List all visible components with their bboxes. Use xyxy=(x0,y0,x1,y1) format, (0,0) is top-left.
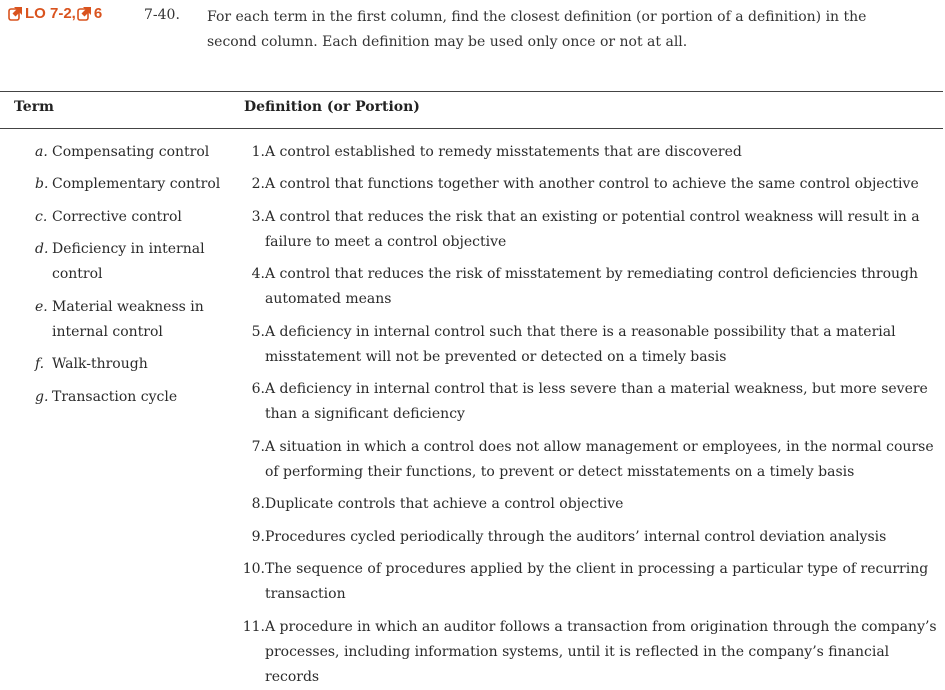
term-text: Complementary control xyxy=(52,176,221,192)
definition-number: 1. xyxy=(251,144,265,160)
definition-text: A control that functions together with another control to achieve the same control objective xyxy=(265,176,919,192)
term-letter: d. xyxy=(35,241,49,257)
lo-link-6[interactable]: 6 xyxy=(93,5,103,22)
problem-number: 7-40. xyxy=(144,7,180,23)
definition-text: A control established to remedy misstatements that are discovered xyxy=(265,144,742,160)
term-item xyxy=(35,172,225,197)
table-header-rule xyxy=(0,128,943,129)
term-item xyxy=(35,295,225,345)
definition-item xyxy=(242,492,937,517)
definition-text: Procedures cycled periodically through the auditors’ internal control deviation analysis xyxy=(265,529,887,545)
definition-item xyxy=(242,140,937,165)
definition-text: A deficiency in internal control such that there is a reasonable possibility that a material misstatement will not be prevented or detected on a timely basis xyxy=(265,324,896,365)
external-link-icon xyxy=(8,6,23,21)
definition-number: 11. xyxy=(242,619,265,635)
definition-text: A deficiency in internal control that is less severe than a material weakness, but more severe than a significant deficiency xyxy=(265,381,928,422)
instructions-text: For each term in the first column, find the closest definition (or portion of a definition) in the second column. Each definition may be used only once or not at all. xyxy=(207,9,867,50)
term-item xyxy=(35,205,225,230)
definition-number: 6. xyxy=(251,381,265,397)
term-text: Transaction cycle xyxy=(52,389,178,405)
term-item xyxy=(35,385,225,410)
definition-number: 2. xyxy=(251,176,265,192)
definition-text: A situation in which a control does not allow management or employees, in the normal course of performing their functions, to prevent or detect misstatements on a timely basis xyxy=(265,439,934,480)
definition-column-header: Definition (or Portion) xyxy=(244,99,420,115)
definition-text: A control that reduces the risk of misstatement by remediating control deficiencies through automated means xyxy=(265,266,919,307)
term-item xyxy=(35,352,225,377)
definition-item xyxy=(242,377,937,427)
definition-number: 8. xyxy=(251,496,265,512)
definition-text: Duplicate controls that achieve a control objective xyxy=(265,496,624,512)
definition-item xyxy=(242,557,937,607)
definition-item xyxy=(242,435,937,485)
term-letter: b. xyxy=(35,176,49,192)
external-link-icon xyxy=(77,6,92,21)
definition-number: 7. xyxy=(251,439,265,455)
term-letter: g. xyxy=(35,389,49,405)
term-column-header: Term xyxy=(14,99,54,115)
term-letter: c. xyxy=(35,209,48,225)
term-item xyxy=(35,237,225,287)
definition-item xyxy=(242,320,937,370)
term-text: Deficiency in internal control xyxy=(52,241,205,282)
definition-number: 5. xyxy=(251,324,265,340)
definition-item xyxy=(242,615,937,690)
definition-item xyxy=(242,525,937,550)
lo-link-7-2[interactable]: LO 7-2, xyxy=(25,5,76,22)
term-list xyxy=(35,140,225,418)
definition-item xyxy=(242,262,937,312)
term-letter: e. xyxy=(35,299,48,315)
term-letter: a. xyxy=(35,144,48,160)
term-text: Corrective control xyxy=(52,209,182,225)
definition-number: 10. xyxy=(242,561,265,577)
definition-number: 4. xyxy=(251,266,265,282)
table-top-rule xyxy=(0,91,943,92)
definition-list xyxy=(242,140,937,690)
term-item xyxy=(35,140,225,165)
definition-text: A control that reduces the risk that an existing or potential control weakness will result in a failure to meet a control objective xyxy=(265,209,920,250)
term-letter: f. xyxy=(35,356,45,372)
term-text: Walk-through xyxy=(52,356,148,372)
definition-text: A procedure in which an auditor follows a transaction from origination through the company’s processes, including information systems, until it is reflected in the company’s financial records xyxy=(265,619,937,685)
definition-item xyxy=(242,205,937,255)
definition-text: The sequence of procedures applied by the client in processing a particular type of recurring transaction xyxy=(265,561,929,602)
definition-item xyxy=(242,172,937,197)
learning-objective-links xyxy=(8,5,102,22)
term-text: Compensating control xyxy=(52,144,210,160)
definition-number: 9. xyxy=(251,529,265,545)
term-text: Material weakness in internal control xyxy=(52,299,204,340)
definition-number: 3. xyxy=(251,209,265,225)
